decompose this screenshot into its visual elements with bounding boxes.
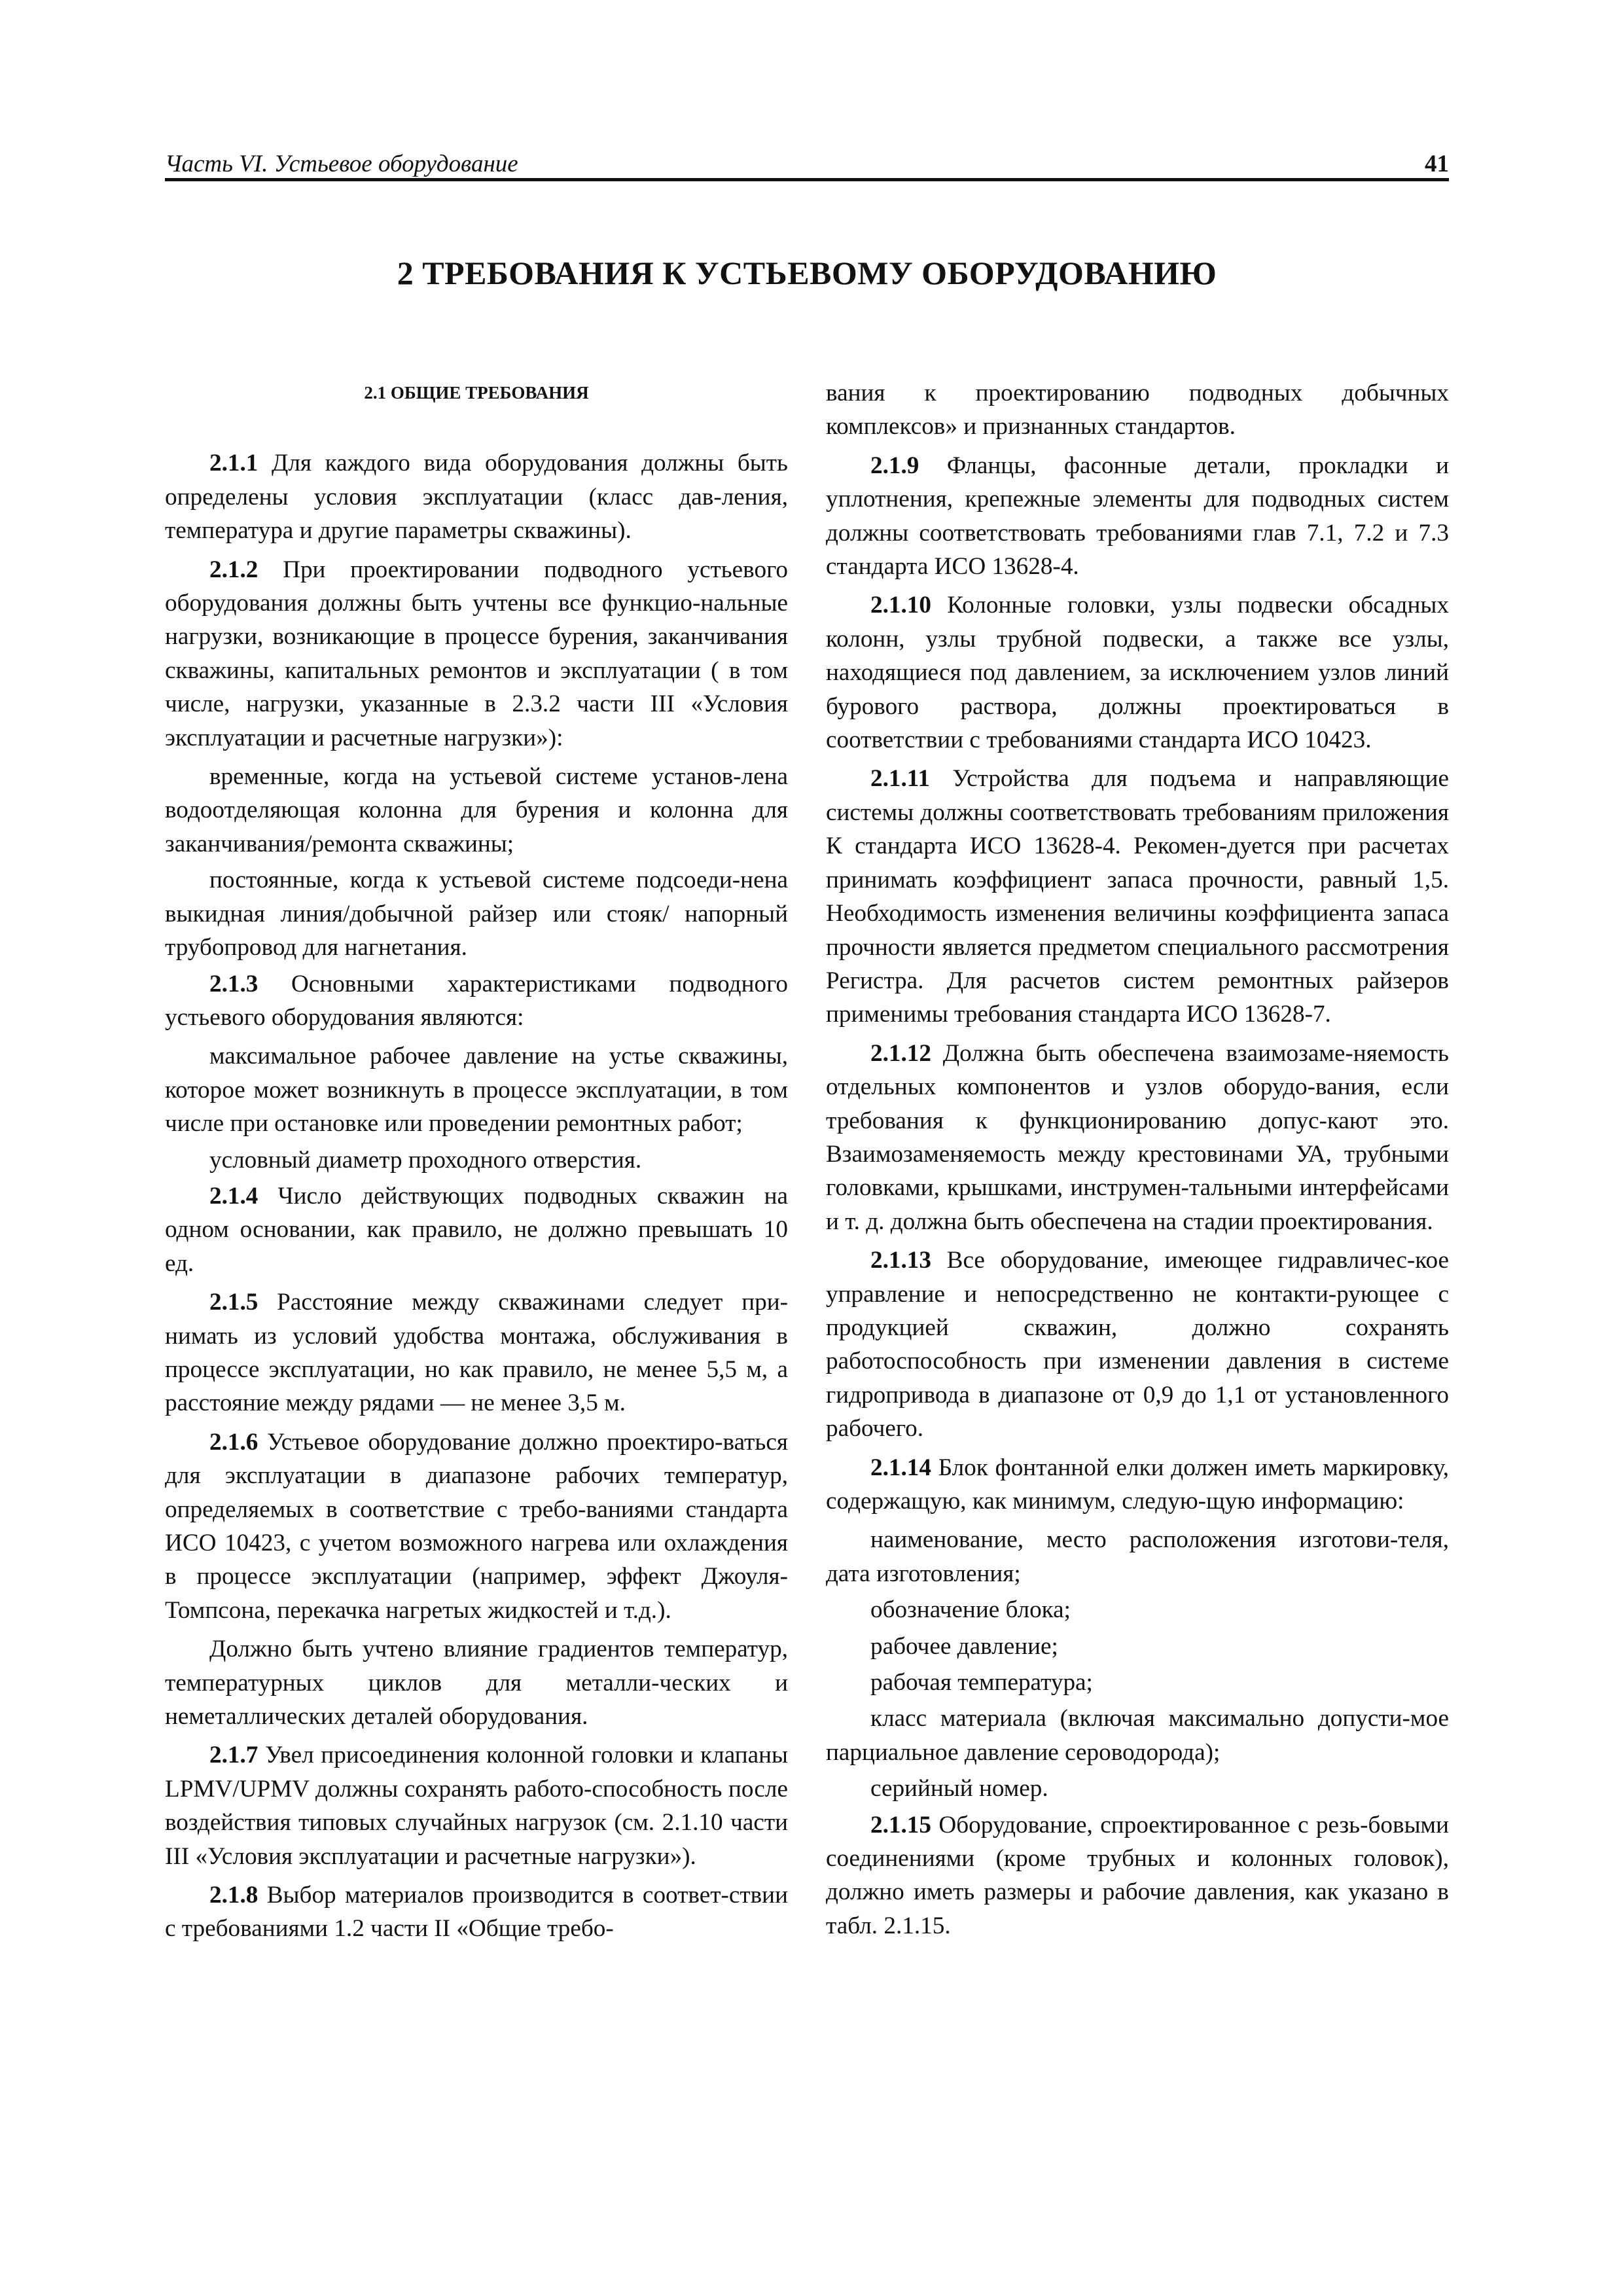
paragraph-2-1-1 <box>165 446 788 547</box>
paragraph-2-1-8 <box>165 1878 788 1946</box>
paragraph-text: Фланцы, фасонные детали, прокладки и уплотнения, крепежные элементы для подводных систем должны соответствовать требованиями глав 7.1, 7.2 и 7.3 стандарта ИСО 13628-4. <box>826 452 1449 581</box>
right-column <box>826 376 1449 1943</box>
paragraph-number: 2.1.12 <box>870 1039 931 1067</box>
paragraph-number: 2.1.13 <box>870 1247 931 1274</box>
header-rule <box>165 178 1449 181</box>
paragraph-2-1-14 <box>826 1451 1449 1518</box>
paragraph-text: Устройства для подъема и направляющие системы должны соответствовать требованиям приложения К стандарта ИСО 13628-4. Рекомен-дуется при расчетах принимать коэффициент запаса прочности, равный 1,5. Необходимость изменения величины коэффициента запаса прочности является предметом специального рассмотрения Регистра. Для расчетов систем ремонтных райзеров применимы требования стандарта ИСО 13628-7. <box>826 765 1449 1028</box>
list-item: постоянные, когда к устьевой системе подсоеди-нена выкидная линия/добычной райзер или стояк/ напорный трубопровод для нагнетания. <box>165 867 788 961</box>
list-item: максимальное рабочее давление на устье скважины, которое может возникнуть в процессе эксплуатации, в том числе при остановке или проведении ремонтных работ; <box>165 1043 788 1138</box>
paragraph-2-1-13 <box>826 1244 1449 1445</box>
paragraph-2-1-9 <box>826 449 1449 584</box>
list-item: обозначение блока; <box>870 1596 1071 1624</box>
left-column <box>165 376 788 1946</box>
paragraph-number: 2.1.8 <box>209 1882 259 1909</box>
paragraph-text: Увел присоединения колонной головки и клапаны LPMV/UPMV должны сохранять работо-способность после воздействия типовых случайных нагрузок (см. 2.1.10 части III «Условия эксплуатации и расчетные нагрузки»). <box>165 1742 788 1870</box>
paragraph-number: 2.1.2 <box>209 556 259 583</box>
paragraph-text: Для каждого вида оборудования должны быть определены условия эксплуатации (класс дав-ления, температура и другие параметры скважины). <box>165 450 788 545</box>
paragraph-text: При проектировании подводного устьевого оборудования должны быть учтены все функцио-нальные нагрузки, возникающие в процессе бурения, заканчивания скважины, капитальных ремонтов и эксплуатации ( в том числе, нагрузки, указанные в 2.3.2 части III «Условия эксплуатации и расчетные нагрузки»): <box>165 556 788 751</box>
paragraph-number: 2.1.9 <box>870 452 919 479</box>
paragraph-text: Устьевое оборудование должно проектиро-ваться для эксплуатации в диапазоне рабочих температур, определяемых в соответствие с требо-ваниями стандарта ИСО 10423, с учетом возможного нагрева или охлаждения в процессе эксплуатации (например, эффект Джоуля-Томпсона, перекачка нагретых жидкостей и т.д.). <box>165 1428 788 1624</box>
paragraph-number: 2.1.11 <box>870 765 930 793</box>
paragraph-2-1-6 <box>165 1426 788 1627</box>
chapter-title: 2 ТРЕБОВАНИЯ К УСТЬЕВОМУ ОБОРУДОВАНИЮ <box>397 255 1217 291</box>
paragraph-2-1-7 <box>165 1738 788 1873</box>
paragraph-2-1-4 <box>165 1179 788 1280</box>
list-item: класс материала (включая максимально допусти-мое парциальное давление сероводорода); <box>826 1705 1449 1766</box>
page-number: 41 <box>1425 151 1449 177</box>
list-item: временные, когда на устьевой системе установ-лена водоотделяющая колонна для бурения и колонна для заканчивания/ремонта скважины; <box>165 763 788 857</box>
paragraph-text: Блок фонтанной елки должен иметь маркировку, содержащую, как минимум, следую-щую информацию: <box>826 1454 1449 1515</box>
page-header <box>165 143 1449 178</box>
paragraph-text: Основными характеристиками подводного устьевого оборудования являются: <box>165 970 788 1031</box>
list-item: условный диаметр проходного отверстия. <box>209 1146 642 1174</box>
paragraph-text: Расстояние между скважинами следует при-нимать из условий удобства монтажа, обслуживания в процессе эксплуатации, но как правило, не менее 5,5 м, а расстояние между рядами — не менее 3,5 м. <box>165 1289 788 1417</box>
paragraph-number: 2.1.3 <box>209 970 259 997</box>
paragraph-2-1-12 <box>826 1037 1449 1238</box>
paragraph-text: Должна быть обеспечена взаимозаме-няемость отдельных компонентов и узлов оборудо-вания, если требования к функционированию допус-кают это. Взаимозаменяемость между крестовинами УА, трубными головками, крышками, инструмен-тальными интерфейсами и т. д. должна быть обеспечена на стадии проектирования. <box>826 1039 1449 1235</box>
running-title: Часть VI. Устьевое оборудование <box>165 151 518 177</box>
paragraph-2-1-11 <box>826 762 1449 1031</box>
paragraph-number: 2.1.14 <box>870 1454 931 1481</box>
paragraph-number: 2.1.10 <box>870 592 931 619</box>
paragraph-number: 2.1.6 <box>209 1428 259 1456</box>
list-item: наименование, место расположения изготови-теля, дата изготовления; <box>826 1526 1449 1587</box>
paragraph-number: 2.1.4 <box>209 1182 259 1210</box>
paragraph-number: 2.1.15 <box>870 1811 931 1839</box>
paragraph-number: 2.1.1 <box>209 450 259 477</box>
paragraph-number: 2.1.7 <box>209 1742 259 1769</box>
paragraph-2-1-3 <box>165 967 788 1035</box>
paragraph-2-1-8-continued: вания к проектированию подводных добычных комплексов» и признанных стандартов. <box>826 380 1449 440</box>
list-item: рабочая температура; <box>870 1669 1093 1696</box>
paragraph-text: Оборудование, спроектированное с резь-бовыми соединениями (кроме трубных и колонных головок), должно иметь размеры и рабочие давления, как указано в табл. 2.1.15. <box>826 1811 1449 1939</box>
paragraph-number: 2.1.5 <box>209 1289 259 1316</box>
paragraph-text: Число действующих подводных скважин на одном основании, как правило, не должно превышать 10 ед. <box>165 1182 788 1277</box>
paragraph-2-1-5 <box>165 1285 788 1420</box>
section-heading: 2.1 ОБЩИЕ ТРЕБОВАНИЯ <box>364 383 589 403</box>
paragraph-2-1-2 <box>165 553 788 755</box>
paragraph-2-1-10 <box>826 588 1449 757</box>
paragraph-2-1-15 <box>826 1808 1449 1943</box>
paragraph-2-1-6-continued: Должно быть учтено влияние градиентов температур, температурных циклов для металли-ческих и неметаллических деталей оборудования. <box>165 1636 788 1731</box>
paragraph-text: Колонные головки, узлы подвески обсадных колонн, узлы трубной подвески, а также все узлы, находящиеся под давлением, за исключением узлов линий бурового раствора, должны проектироваться в соответствии с требованиями стандарта ИСО 10423. <box>826 592 1449 754</box>
list-item: серийный номер. <box>870 1775 1048 1803</box>
paragraph-text: Все оборудование, имеющее гидравличес-кое управление и непосредственно не контакти-рующее с продукцией скважин, должно сохранять работоспособность при изменении давления в системе гидропривода в диапазоне от 0,9 до 1,1 от установленного рабочего. <box>826 1247 1449 1443</box>
paragraph-text: Выбор материалов производится в соответ-ствии с требованиями 1.2 части II «Общие требо- <box>165 1882 788 1943</box>
list-item: рабочее давление; <box>870 1632 1058 1660</box>
